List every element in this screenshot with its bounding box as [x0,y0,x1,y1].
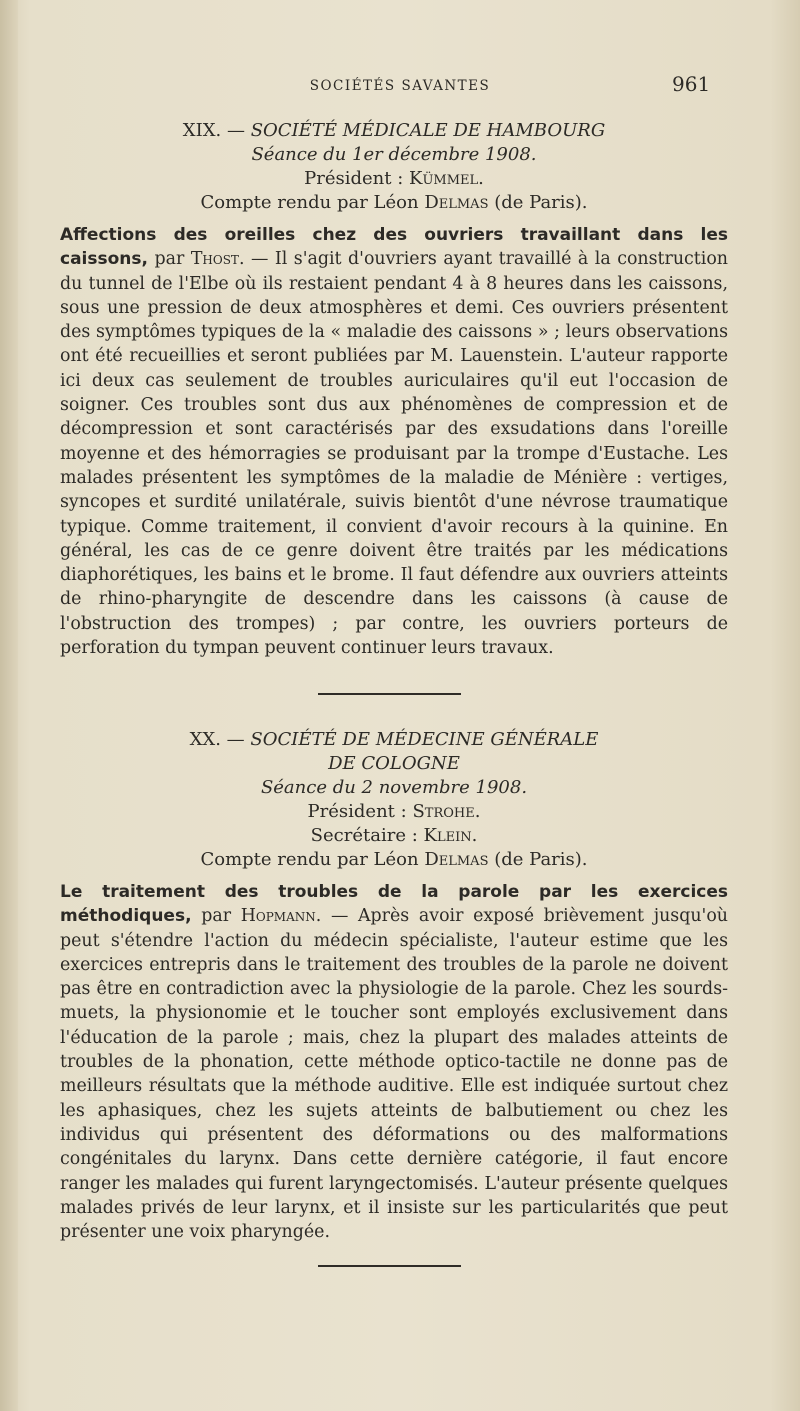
report-author: Delmas [424,849,489,870]
article-by: par [154,249,185,270]
report-credit [60,191,728,215]
session-date: Séance du 2 novembre 1908. [260,777,528,798]
president [60,800,728,824]
secretary-label: Secrétaire : [310,825,418,846]
section-heading [60,728,728,752]
president-name: Strohe. [412,801,481,822]
page-header [0,72,800,102]
end-rule [318,1265,461,1267]
president-name: Kümmel. [409,168,484,189]
report-author: Delmas [424,192,489,213]
article-title: Le traitement des troubles de la parole par les exercices méthodiques, [60,882,728,927]
president-label: Président : [307,801,407,822]
article-author: Hopmann. [240,906,322,927]
running-title: SOCIÉTÉS SAVANTES [309,78,491,94]
page-number: 961 [672,72,711,96]
president [60,167,728,191]
article-title: Affections des oreilles chez des ouvriers travaillant dans les caissons, [60,225,728,270]
section-number: XX. — [189,729,245,750]
president-label: Président : [304,168,404,189]
article-paragraph [60,880,728,1244]
article-text: — Il s'agit d'ouvriers ayant travaillé à la construction du tunnel de l'Elbe où ils restaient pendant 4 à 8 heures dans les caissons, sous une pression de deux atmosphères et demi. Ces ouvriers présentent des symptômes typiques de la « maladie des caissons » ; leurs observations ont été recueillies et seront publiées par M. Lauenstein. L'auteur rapporte ici deux cas seulement de troubles auriculaires qu'il eut l'occasion de soigner. Ces troubles sont dus aux phénomènes de compression et de décompression et sont caractérisés par des exsudations dans l'oreille moyenne et des hémorragies se produisant par la trompe d'Eustache. Les malades présentent les symptômes de la maladie de Ménière : vertiges, syncopes et surdité unilatérale, suivis bientôt d'une névrose traumatique typique. Comme traitement, il convient d'avoir recours à la quinine. En général, les cas de ce genre doivent être traités par les médications diaphorétiques, les bains et le brome. Il faut défendre aux ouvriers atteints de rhino-pharyngite de descendre dans les caissons (à cause de l'obstruction des trompes) ; par contre, les ouvriers porteurs de perforation du tympan peuvent continuer leurs travaux. [60,249,728,659]
society-name-line-2: DE COLOGNE [328,753,460,774]
report-prefix: Compte rendu par Léon [200,192,419,213]
report-suffix: (de Paris). [494,849,588,870]
society-name: SOCIÉTÉ MÉDICALE DE HAMBOURG [250,120,606,141]
article-text: — Après avoir exposé brièvement jusqu'où peut s'étendre l'action du médecin spécialiste, l'auteur estime que les exercices entrepris dans le traitement des troubles de la parole ne doivent pas être en contradiction avec la physiologie de la parole. Chez les sourds-muets, la physionomie et le toucher sont employés exclusivement dans l'éducation de la parole ; mais, chez la plupart des malades atteints de troubles de la phonation, cette méthode optico-tactile ne donne pas de meilleurs résultats que la méthode auditive. Elle est indiquée surtout chez les aphasiques, chez les sujets atteints de balbutiement ou chez les individus qui présentent des déformations ou des malformations congénitales du larynx. Dans cette dernière catégorie, il faut encore ranger les malades qui furent laryngectomisés. L'auteur présente quelques malades privés de leur larynx, et il insiste sur les particularités que peut présenter une voix pharyngée. [60,906,729,1243]
page-binding-edge [0,0,18,1411]
report-suffix: (de Paris). [494,192,588,213]
article-paragraph [60,223,728,660]
secretary-name: Klein. [423,825,478,846]
report-prefix: Compte rendu par Léon [200,849,419,870]
article-by: par [201,906,232,927]
society-name-line-1: SOCIÉTÉ DE MÉDECINE GÉNÉRALE [250,729,599,750]
article-author: Thost. [190,249,245,270]
session-date: Séance du 1er décembre 1908. [251,144,537,165]
section-divider-rule [318,693,461,695]
section-heading [60,119,728,143]
secretary [60,824,728,848]
section-number: XIX. — [182,120,245,141]
section-20 [60,728,728,1244]
section-19 [60,119,728,660]
report-credit [60,848,728,872]
